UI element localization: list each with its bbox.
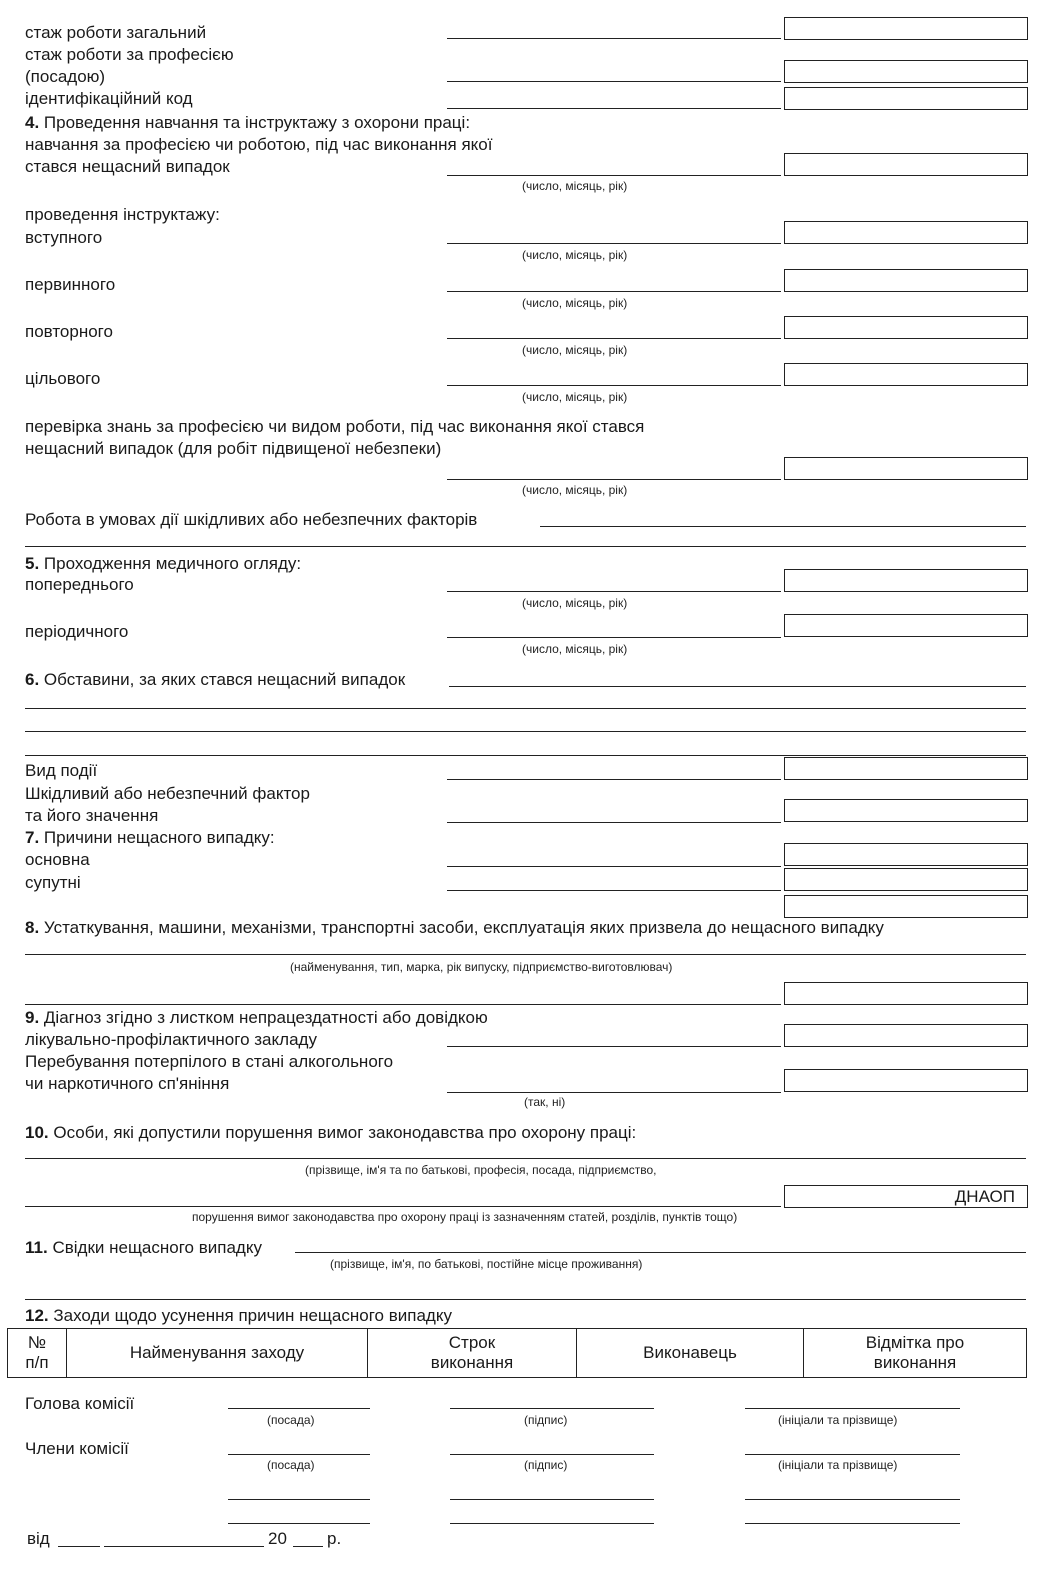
col-mark-line2: виконання [873,1353,957,1372]
total-experience-box[interactable] [784,17,1028,40]
section4-heading [25,113,470,133]
primary-briefing-label: первинного [25,275,116,294]
main-cause-label: основна [25,850,90,869]
diagnosis-label-2: лікувально-профілактичного закладу [25,1030,317,1049]
profession-experience-label-2: (посадою) [25,67,106,86]
knowledge-check-label: перевірка знань за професією чи видом роботи, під час виконання якої стався [25,417,645,436]
col-term-line1: Строк [448,1333,496,1352]
targeted-date-caption: (число, місяць, рік) [522,390,628,404]
knowledge-check-date-caption: (число, місяць, рік) [522,483,628,497]
section6-title: Обставини, за яких стався нещасний випадок [43,670,406,689]
event-type-line[interactable] [447,779,781,780]
section6-heading [25,670,405,690]
date-month-line[interactable] [104,1546,264,1547]
periodic-exam-box[interactable] [784,614,1028,637]
head-position-line[interactable] [228,1408,370,1409]
intoxication-label-2: чи наркотичного сп'яніння [25,1074,230,1093]
member2-name-line[interactable] [745,1499,960,1500]
section5-title: Проходження медичного огляду: [43,554,302,573]
witnesses-caption: (прізвище, ім'я, по батькові, постійне місце проживання) [330,1257,643,1271]
section9-title: Діагноз згідно з листком непрацездатності або довідкою [43,1008,488,1027]
knowledge-check-box[interactable] [784,457,1028,480]
periodic-exam-line[interactable] [447,637,781,638]
section8-heading [25,918,884,938]
main-cause-box[interactable] [784,843,1028,866]
main-cause-line[interactable] [447,866,781,867]
violators-line-2[interactable] [25,1206,781,1207]
section8-title: Устаткування, машини, механізми, транспортні засоби, експлуатація яких призвела до нещасного випадку [43,918,884,937]
repeated-date-caption: (число, місяць, рік) [522,343,628,357]
total-experience-line[interactable] [447,38,781,39]
primary-briefing-box[interactable] [784,269,1028,292]
member1-signature-line[interactable] [450,1454,654,1455]
profession-experience-line[interactable] [447,81,781,82]
preliminary-exam-line[interactable] [447,591,781,592]
dnaop-box[interactable] [784,1185,1028,1208]
col-measure-name: Найменування заходу [67,1329,368,1378]
primary-date-caption: (число, місяць, рік) [522,296,628,310]
accompanying-cause-box-2[interactable] [784,895,1028,918]
targeted-briefing-label: цільового [25,369,101,388]
col-number [8,1329,67,1378]
date-year-suffix: р. [327,1529,342,1548]
diagnosis-label [25,1008,488,1028]
training-label-2: стався нещасний випадок [25,157,230,176]
accompanying-cause-label: супутні [25,873,81,892]
profession-experience-box[interactable] [784,60,1028,83]
section11-number: 11. [25,1238,48,1257]
training-label: навчання за професією чи роботою, під час виконання якої [25,135,493,154]
equipment-line-2[interactable] [25,1004,781,1005]
col-mark [804,1329,1027,1378]
section7-title: Причини нещасного випадку: [43,828,275,847]
member1-signature-caption: (підпис) [524,1458,568,1472]
col-term-line2: виконання [430,1353,514,1372]
hazard-factor-label-2: та його значення [25,806,159,825]
hazard-work-line-2[interactable] [25,546,1026,547]
hazard-work-label: Робота в умовах дії шкідливих або небезпечних факторів [25,510,478,529]
introductory-date-caption: (число, місяць, рік) [522,248,628,262]
section10-title: Особи, які допустили порушення вимог законодавства про охорону праці: [53,1123,637,1142]
member3-name-line[interactable] [745,1523,960,1524]
col-executor: Виконавець [577,1329,804,1378]
intoxication-line[interactable] [447,1092,781,1093]
section12-number: 12. [25,1306,49,1325]
hazard-factor-label: Шкідливий або небезпечний фактор [25,784,310,803]
training-date-caption: (число, місяць, рік) [522,179,628,193]
primary-briefing-line[interactable] [447,291,781,292]
member1-position-caption: (посада) [267,1458,315,1472]
section7-heading [25,828,275,848]
head-label: Голова комісії [25,1394,135,1413]
preliminary-date-caption: (число, місяць, рік) [522,596,628,610]
head-position-caption: (посада) [267,1413,315,1427]
knowledge-check-label-2: нещасний випадок (для робіт підвищеної небезпеки) [25,439,442,458]
section11-heading [25,1238,262,1258]
section9-number: 9. [25,1008,40,1027]
circumstances-line-3[interactable] [25,731,1026,732]
member1-name-line[interactable] [745,1454,960,1455]
head-signature-line[interactable] [450,1408,654,1409]
head-signature-caption: (підпис) [524,1413,568,1427]
accompanying-cause-box[interactable] [784,868,1028,891]
section5-heading [25,554,301,574]
dnaop-label: ДНАОП [954,1187,1015,1206]
intoxication-label: Перебування потерпілого в стані алкогольного [25,1052,394,1071]
section4-number: 4. [25,113,40,132]
diagnosis-line[interactable] [447,1046,781,1047]
violators-line[interactable] [25,1158,1026,1159]
col-term [368,1329,577,1378]
introductory-briefing-box[interactable] [784,221,1028,244]
section5-number: 5. [25,554,40,573]
targeted-briefing-line[interactable] [447,385,781,386]
yes-no-caption: (так, ні) [524,1095,566,1109]
circumstances-line-1[interactable] [449,686,1026,687]
periodic-exam-label: періодичного [25,622,129,641]
id-code-line[interactable] [447,108,781,109]
col-number-line2: п/п [25,1353,49,1372]
id-code-label: ідентифікаційний код [25,89,193,108]
accompanying-cause-line[interactable] [447,890,781,891]
circumstances-line-2[interactable] [25,708,1026,709]
training-line[interactable] [447,175,781,176]
periodic-date-caption: (число, місяць, рік) [522,642,628,656]
diagnosis-box[interactable] [784,1024,1028,1047]
equipment-box[interactable] [784,982,1028,1005]
measures-header-row [8,1329,1027,1378]
intoxication-box[interactable] [784,1069,1028,1092]
circumstances-line-4[interactable] [25,755,1026,756]
profession-experience-label: стаж роботи за професією [25,45,234,64]
event-type-label: Вид події [25,761,98,780]
section12-heading [25,1306,452,1326]
section10-number: 10. [25,1123,49,1142]
section8-number: 8. [25,918,40,937]
hazard-factor-line[interactable] [447,822,781,823]
witnesses-line[interactable] [295,1252,1026,1253]
member1-name-caption: (ініціали та прізвище) [778,1458,898,1472]
date-from-label: від [27,1529,50,1548]
training-box[interactable] [784,153,1028,176]
preliminary-exam-box[interactable] [784,569,1028,592]
measures-table [7,1328,1027,1378]
preliminary-exam-label: попереднього [25,575,134,594]
event-type-box[interactable] [784,757,1028,780]
equipment-line[interactable] [25,954,1026,955]
col-number-line1: № [27,1333,47,1352]
section7-number: 7. [25,828,40,847]
date-year-prefix: 20 [268,1529,287,1548]
total-experience-label: стаж роботи загальний [25,23,207,42]
violations-caption: порушення вимог законодавства про охорону праці із зазначенням статей, розділів, пунктів тощо) [192,1210,738,1224]
member2-position-line[interactable] [228,1499,370,1500]
section11-title: Свідки нещасного випадку [52,1238,262,1257]
id-code-box[interactable] [784,87,1028,110]
targeted-briefing-box[interactable] [784,363,1028,386]
member1-position-line[interactable] [228,1454,370,1455]
equipment-caption: (найменування, тип, марка, рік випуску, підприємство-виготовлювач) [290,960,673,974]
introductory-briefing-label: вступного [25,228,103,247]
section12-title: Заходи щодо усунення причин нещасного випадку [53,1306,452,1325]
col-mark-line1: Відмітка про [865,1333,965,1352]
violators-caption: (прізвище, ім'я та по батькові, професія, посада, підприємство, [305,1163,657,1177]
repeated-briefing-label: повторного [25,322,113,341]
head-name-caption: (ініціали та прізвище) [778,1413,898,1427]
date-day-line[interactable] [58,1546,100,1547]
knowledge-check-line[interactable] [447,479,781,480]
hazard-work-line[interactable] [540,526,1026,527]
section6-number: 6. [25,670,40,689]
date-year-line[interactable] [293,1546,323,1547]
head-name-line[interactable] [745,1408,960,1409]
member3-signature-line[interactable] [450,1523,654,1524]
repeated-briefing-line[interactable] [447,338,781,339]
member3-position-line[interactable] [228,1523,370,1524]
briefing-title: проведення інструктажу: [25,205,220,224]
members-label: Члени комісії [25,1439,129,1458]
section4-title: Проведення навчання та інструктажу з охорони праці: [43,113,471,132]
witnesses-line-2[interactable] [25,1299,1026,1300]
section10-heading [25,1123,636,1143]
repeated-briefing-box[interactable] [784,316,1028,339]
hazard-factor-box[interactable] [784,799,1028,822]
introductory-briefing-line[interactable] [447,243,781,244]
member2-signature-line[interactable] [450,1499,654,1500]
